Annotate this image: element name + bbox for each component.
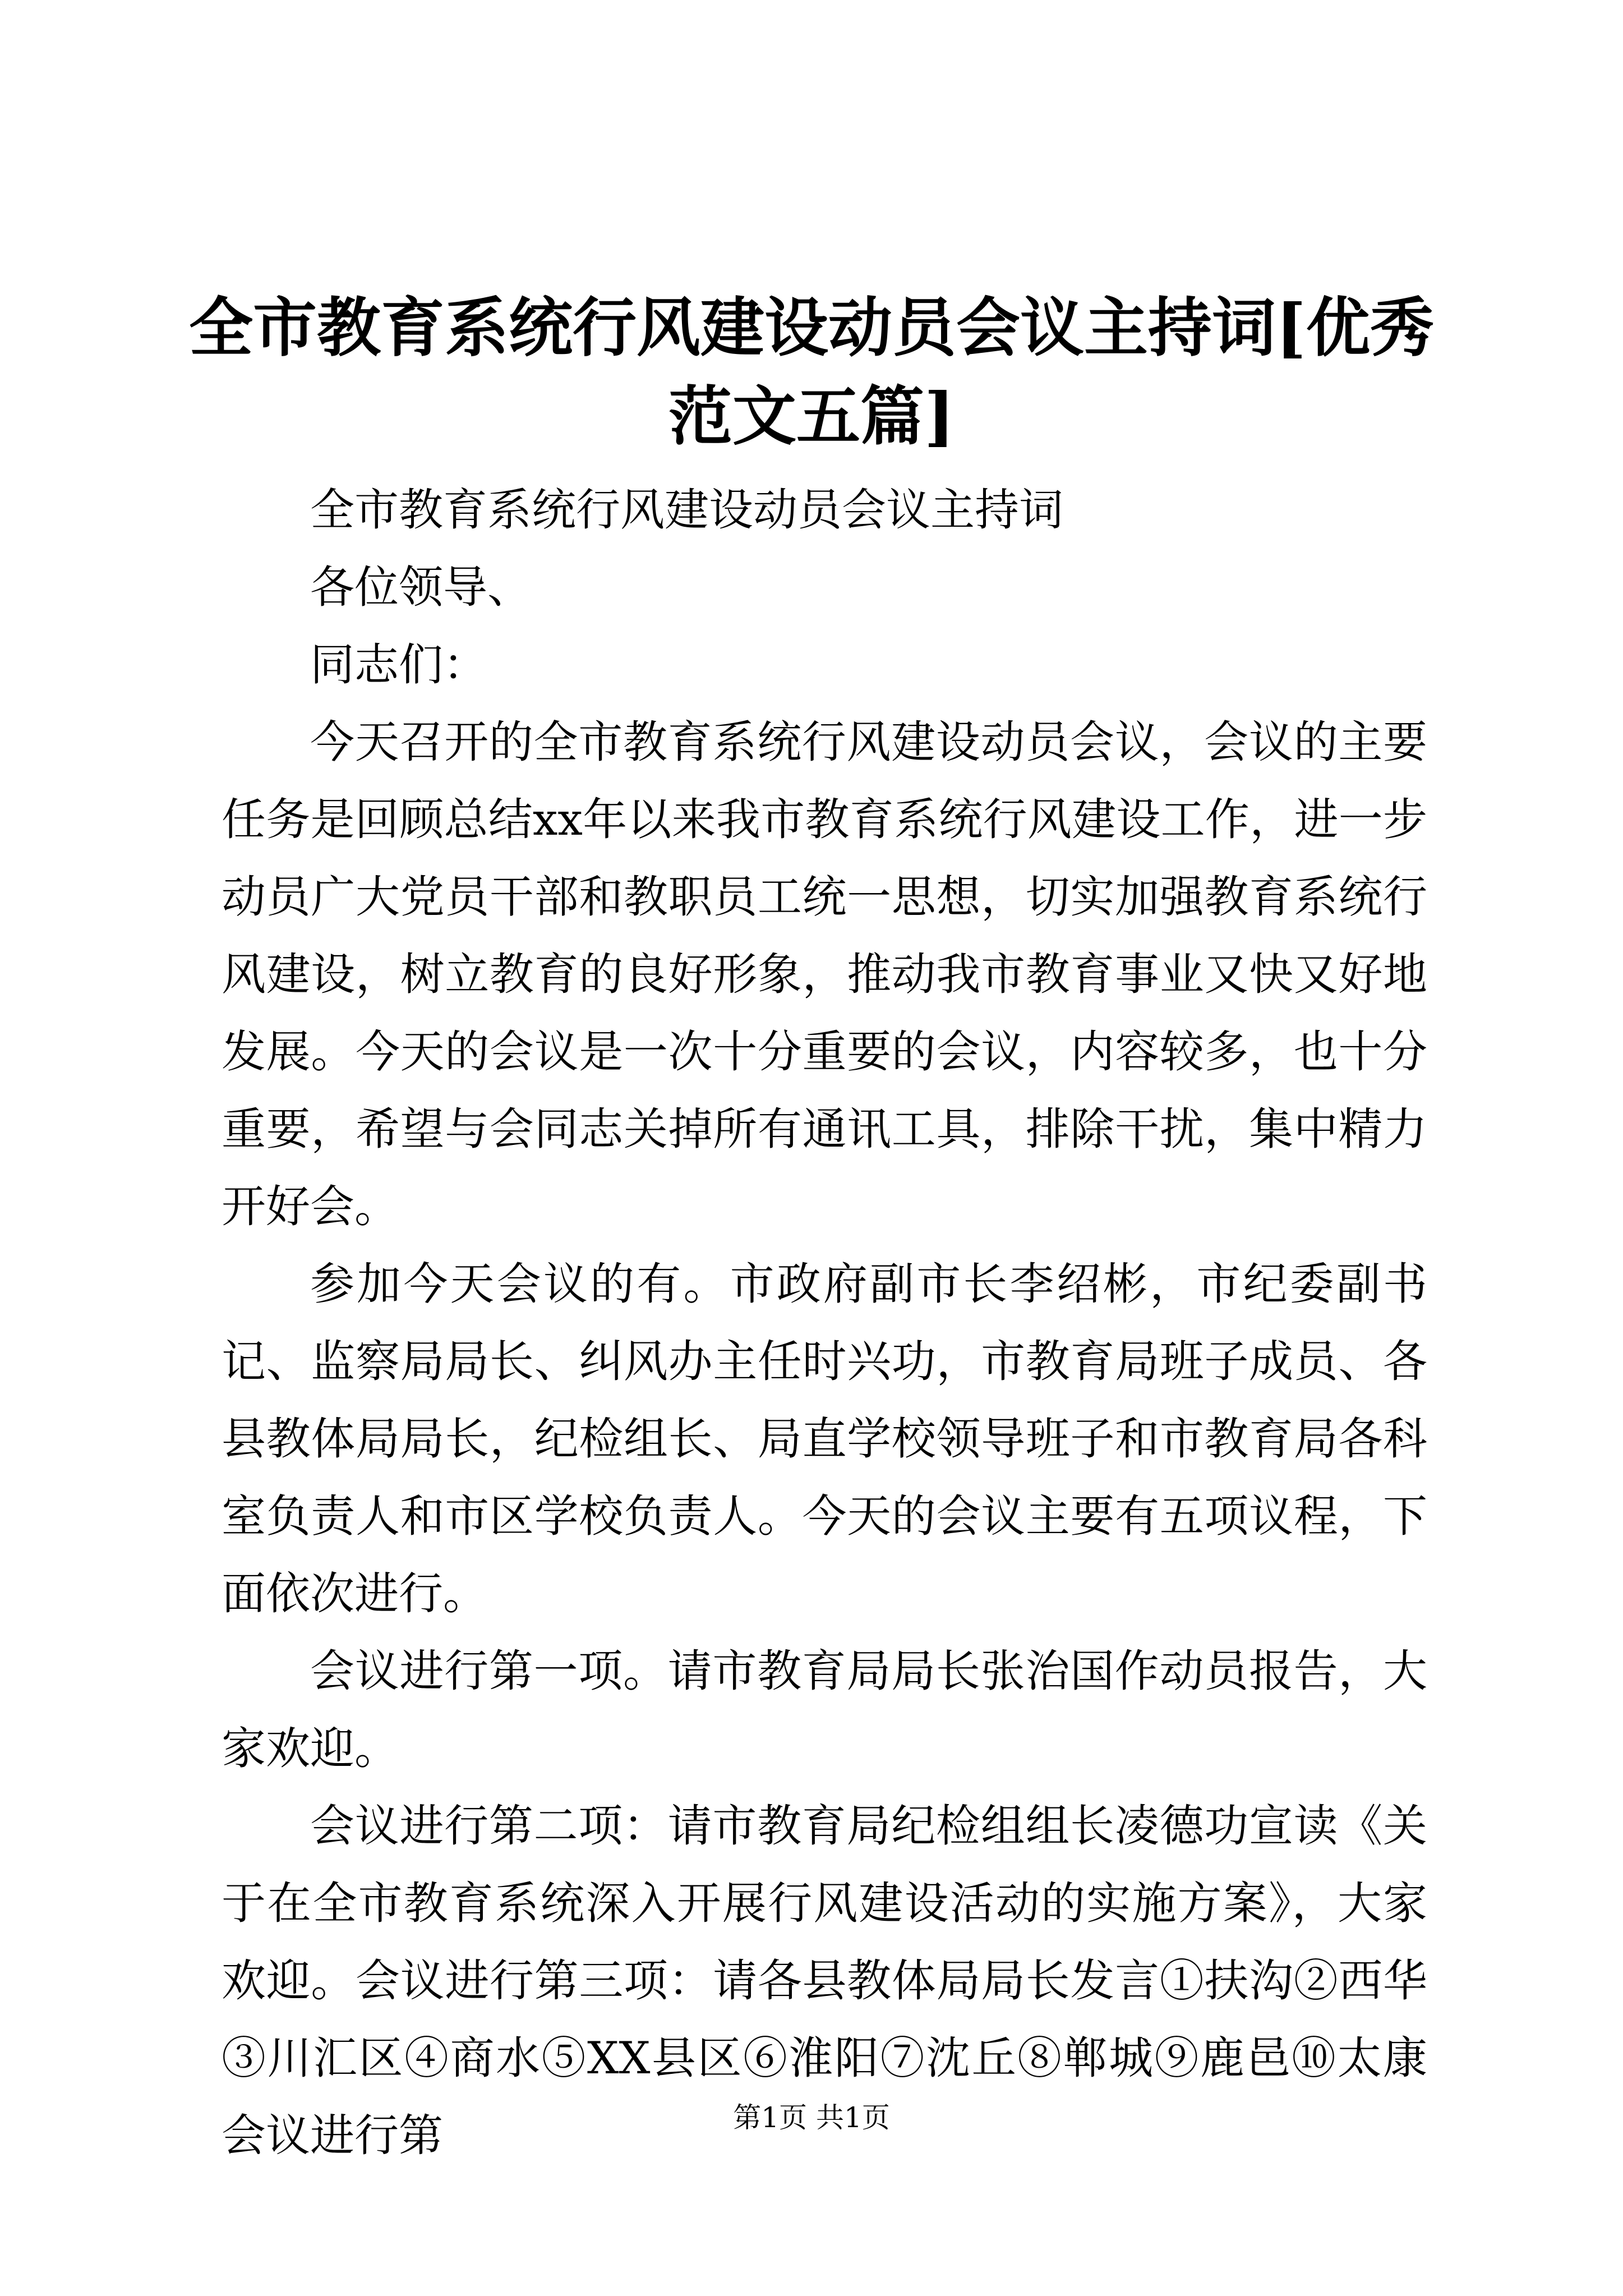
paragraph-intro: 今天召开的全市教育系统行风建设动员会议，会议的主要任务是回顾总结xx年以来我市教育系统行风建设工作，进一步动员广大党员干部和教职员工统一思想，切实加强教育系统行风建设，树立教育的良好形象，推动我市教育事业又快又好地发展。今天的会议是一次十分重要的会议，内容较多，也十分重要，希望与会同志关掉所有通讯工具，排除干扰，集中精力开好会。 (222, 716, 1427, 1232)
paragraph-heading: 全市教育系统行风建设动员会议主持词 (310, 484, 1063, 536)
paragraph-attendees: 参加今天会议的有。市政府副市长李绍彬，市纪委副书记、监察局局长、纠风办主任时兴功，市教育局班子成员、各县教体局局长，纪检组长、局直学校领导班子和市教育局各科室负责人和市区学校负责人。今天的会议主要有五项议程，下面依次进行。 (222, 1258, 1427, 1619)
paragraph-salutation-1: 各位领导、 (310, 562, 532, 613)
paragraph-salutation-2: 同志们： (310, 639, 487, 691)
document-title: 全市教育系统行风建设动员会议主持词[优秀范文五篇] (189, 290, 1434, 454)
page-footer: 第1页 共1页 (733, 2101, 890, 2134)
document-body (222, 471, 1427, 2174)
paragraph-agenda-2: 会议进行第二项：请市教育局纪检组组长凌德功宣读《关于在全市教育系统深入开展行风建设活动的实施方案》，大家欢迎。会议进行第三项：请各县教体局局长发言①扶沟②西华③川汇区④商水⑤XX县区⑥淮阳⑦沈丘⑧郸城⑨鹿邑⑩太康会议进行第 (222, 1800, 1427, 2161)
paragraph-agenda-1: 会议进行第一项。请市教育局局长张治国作动员报告，大家欢迎。 (222, 1645, 1427, 1774)
